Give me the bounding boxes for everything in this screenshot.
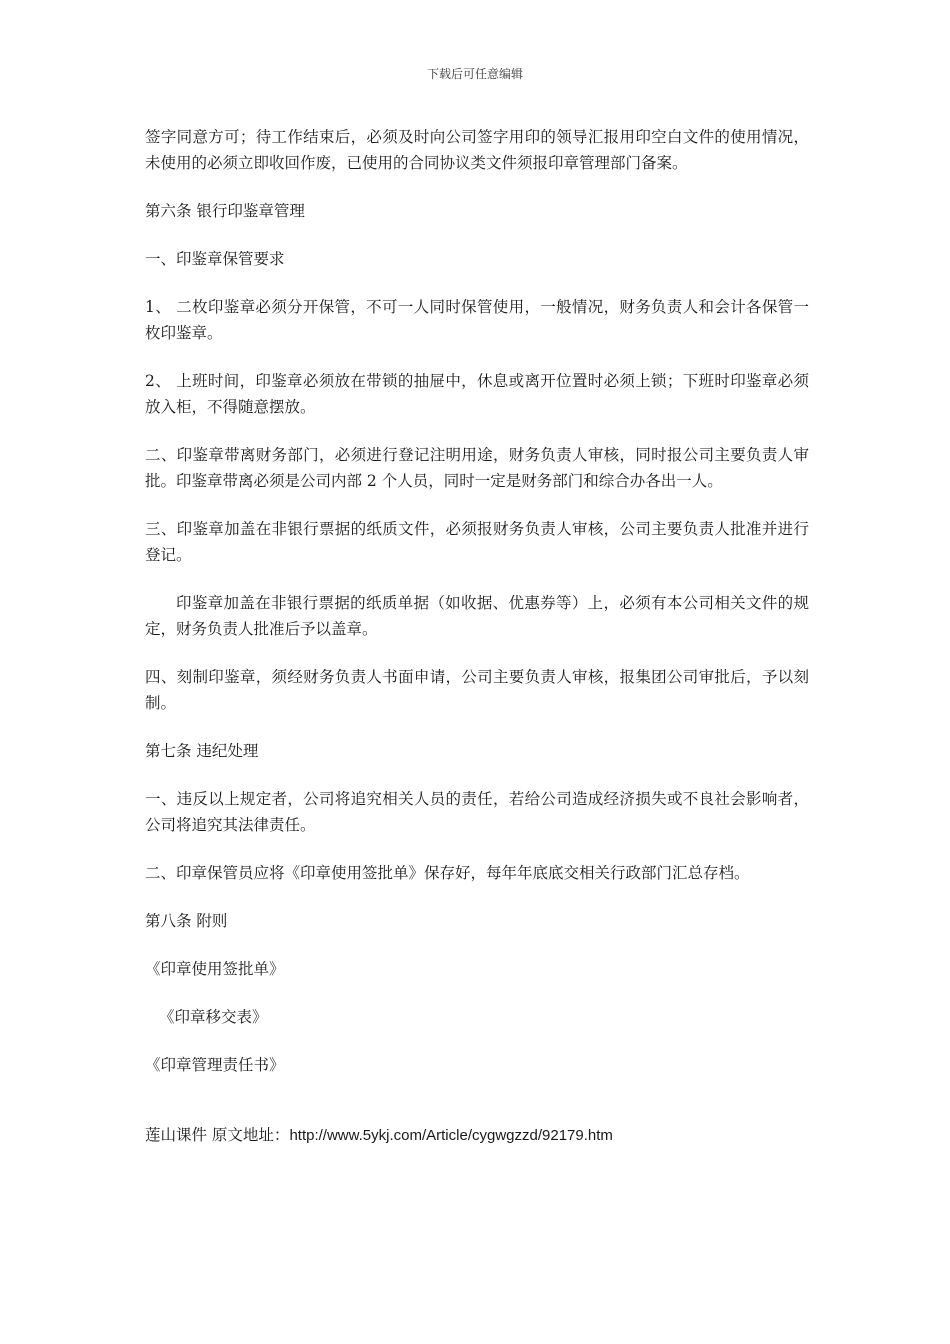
- source-line: [145, 1122, 809, 1149]
- list-item-2: 2、 上班时间，印鉴章必须放在带锁的抽屉中，休息或离开位置时必须上锁；下班时印鉴章必须放入柜，不得随意摆放。: [145, 372, 809, 416]
- heading-article-7: 第七条 违纪处理: [145, 742, 259, 760]
- section-seal-storage: 一、印鉴章保管要求: [145, 250, 285, 268]
- page-header: 下载后可任意编辑: [426, 67, 523, 81]
- section-violation-1: 一、违反以上规定者，公司将追究相关人员的责任，若给公司造成经济损失或不良社会影响者，公司将追究其法律责任。: [145, 790, 809, 834]
- section-violation-2: 二、印章保管员应将《印章使用签批单》保存好，每年年底底交相关行政部门汇总存档。: [145, 864, 750, 882]
- source-label: 莲山课件 原文地址：: [145, 1126, 290, 1144]
- heading-article-6: 第六条 银行印鉴章管理: [145, 202, 305, 220]
- appendix-item-3: 《印章管理责任书》: [145, 1056, 285, 1074]
- paragraph-continuation: 签字同意方可；待工作结束后，必须及时向公司签字用印的领导汇报用印空白文件的使用情况，未使用的必须立即收回作废，已使用的合同协议类文件须报印章管理部门备案。: [145, 128, 809, 172]
- appendix-item-1: 《印章使用签批单》: [145, 960, 285, 978]
- appendix-item-2: 《印章移交表》: [159, 1008, 268, 1026]
- list-item-1: 1、 二枚印鉴章必须分开保管，不可一人同时保管使用，一般情况，财务负责人和会计各保管一枚印鉴章。: [145, 298, 809, 342]
- section-seal-stamping: 三、印鉴章加盖在非银行票据的纸质文件，必须报财务负责人审核，公司主要负责人批准并进行登记。: [145, 520, 809, 564]
- section-seal-removal: 二、印鉴章带离财务部门，必须进行登记注明用途，财务负责人审核，同时报公司主要负责人审批。印鉴章带离必须是公司内部 2 个人员，同时一定是财务部门和综合办各出一人。: [145, 446, 809, 490]
- source-url-link[interactable]: http://www.5ykj.com/Article/cygwgzzd/92179.htm: [289, 1127, 613, 1144]
- section-seal-engraving: 四、刻制印鉴章，须经财务负责人书面申请，公司主要负责人审核，报集团公司审批后，予以刻制。: [145, 668, 809, 712]
- heading-article-8: 第八条 附则: [145, 912, 228, 930]
- document-body: [145, 124, 809, 1171]
- paragraph-stamping-rule: 印鉴章加盖在非银行票据的纸质单据（如收据、优惠券等）上，必须有本公司相关文件的规定，财务负责人批准后予以盖章。: [145, 594, 809, 638]
